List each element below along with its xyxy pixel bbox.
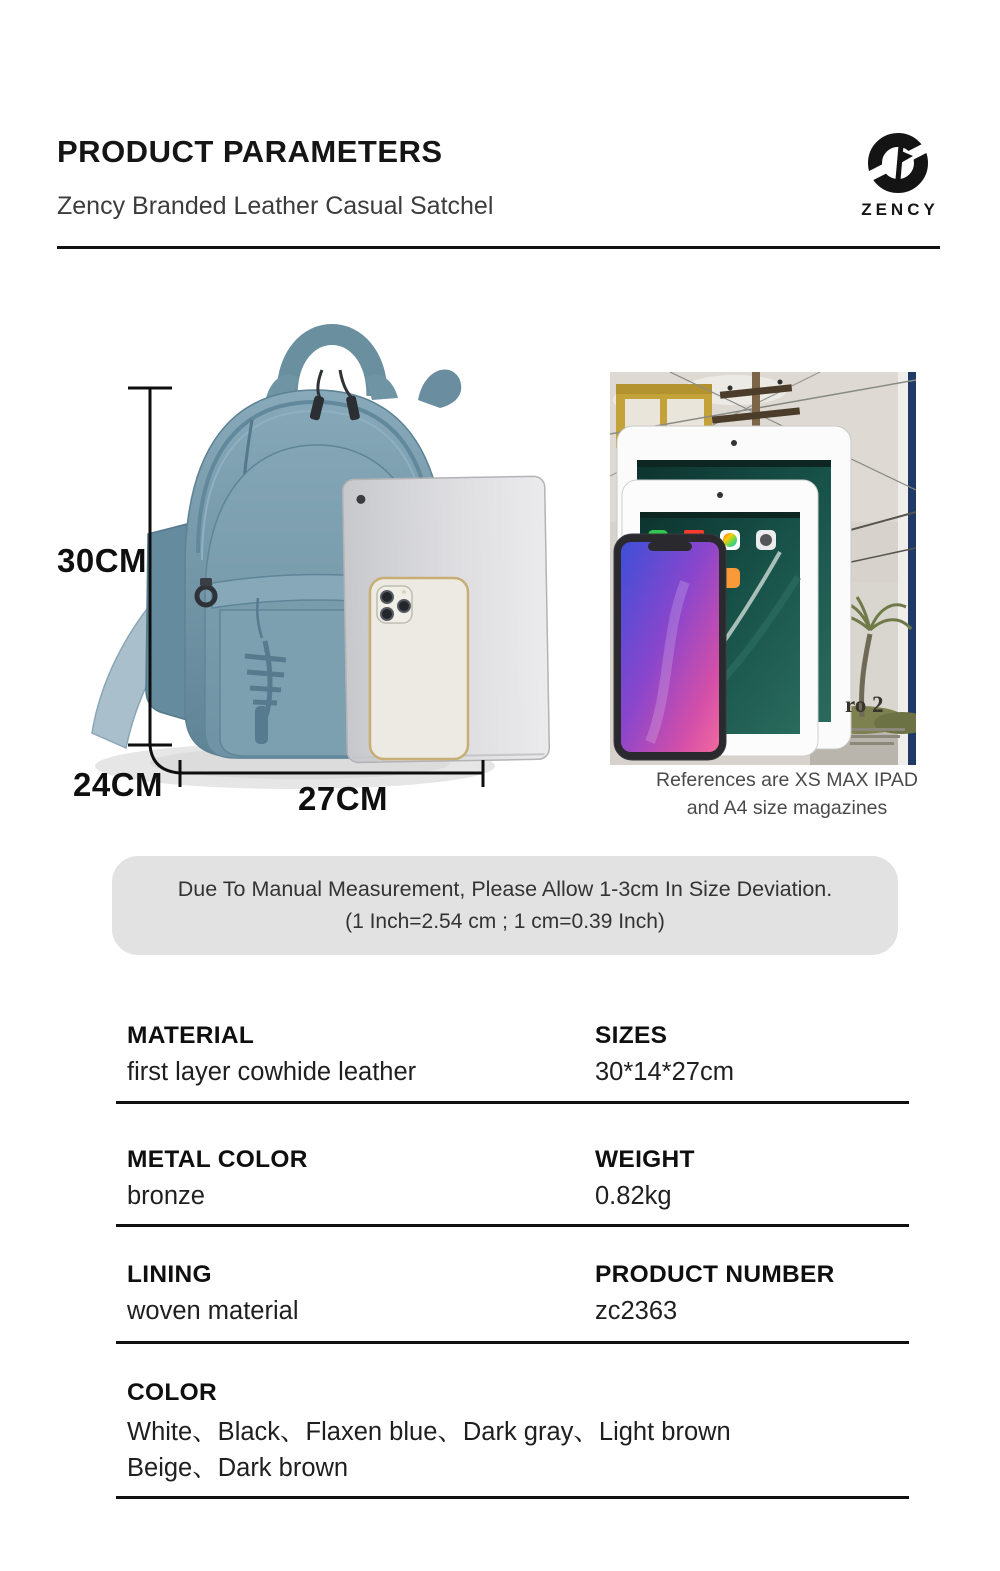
zency-logo-icon — [866, 130, 930, 198]
lining-value: woven material — [127, 1297, 299, 1325]
measurement-note — [112, 856, 898, 955]
spec-row-color — [127, 1379, 917, 1486]
spec-divider — [116, 1341, 909, 1344]
dim-depth-label: 24CM — [73, 766, 164, 803]
sizes-label: SIZES — [595, 1022, 668, 1049]
magazine-title-text: ro 2 — [845, 692, 884, 717]
iphone-notch-icon — [648, 542, 692, 551]
sizes-value: 30*14*27cm — [595, 1058, 734, 1086]
color-label: COLOR — [127, 1379, 217, 1406]
spec-divider — [116, 1496, 909, 1499]
reference-caption-line2: and A4 size magazines — [686, 797, 888, 819]
weight-label: WEIGHT — [595, 1146, 695, 1173]
bag-rear-ear — [418, 369, 461, 408]
header-divider — [57, 246, 940, 249]
dim-height-label: 30CM — [57, 542, 148, 579]
metal-color-label: METAL COLOR — [127, 1146, 308, 1173]
spec-divider — [116, 1224, 909, 1227]
reference-caption-line1: References are XS MAX IPAD — [656, 769, 918, 791]
color-values-line1: White、Black、Flaxen blue、Dark gray、Light brown — [127, 1418, 731, 1446]
iphone-x — [614, 534, 726, 760]
page-title: PRODUCT PARAMETERS — [57, 134, 443, 169]
brand-wordmark: ZENCY — [861, 200, 939, 219]
note-line2: (1 Inch=2.54 cm ; 1 cm=0.39 Inch) — [345, 910, 665, 933]
ipad-camera-icon — [717, 492, 723, 498]
metal-color-value: bronze — [127, 1182, 205, 1210]
phone-camera-module-icon — [377, 586, 412, 623]
reference-phone — [370, 578, 468, 759]
spec-divider — [116, 1101, 909, 1104]
note-line1: Due To Manual Measurement, Please Allow 1-3cm In Size Deviation. — [177, 877, 833, 901]
ipad-camera-icon — [731, 440, 737, 446]
product-number-label: PRODUCT NUMBER — [595, 1261, 835, 1288]
color-values-line2: Beige、Dark brown — [127, 1454, 349, 1482]
weight-value: 0.82kg — [595, 1182, 672, 1210]
bag-side-pocket — [146, 524, 187, 720]
reference-caption — [622, 766, 952, 822]
product-number-value: zc2363 — [595, 1297, 678, 1325]
material-label: MATERIAL — [127, 1022, 255, 1049]
lining-label: LINING — [127, 1261, 212, 1288]
page-subtitle: Zency Branded Leather Casual Satchel — [57, 192, 494, 220]
dim-width-label: 27CM — [298, 780, 389, 817]
material-value: first layer cowhide leather — [127, 1058, 417, 1086]
